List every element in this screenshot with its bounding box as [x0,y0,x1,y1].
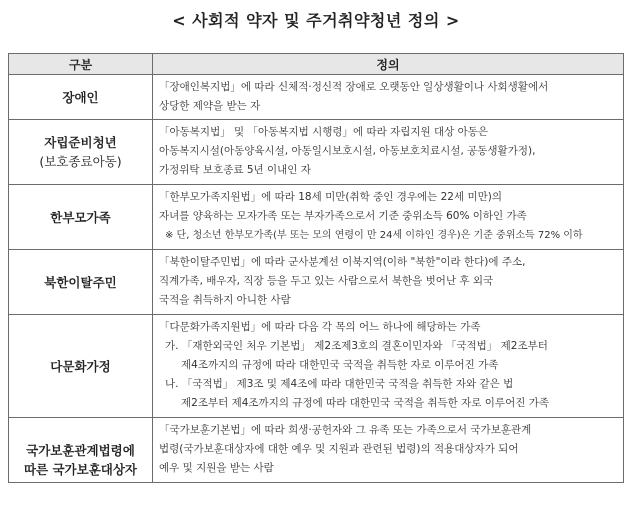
definition-line: 아동복지시설(아동양육시설, 아동일시보호시설, 아동보호치료시설, 공동생활가정), [159,145,536,157]
category-cell [9,250,153,315]
definition-line: 가정위탁 보호종료 5년 이내인 자 [159,164,311,176]
definition-line: 「북한이탈주민법」에 따라 군사분계선 이북지역(이하 "북한"이라 한다)에 주소, [159,256,526,268]
definition-line: 「아동복지법」 및 「아동복지법 시행령」에 따라 자립지원 대상 아동은 [159,126,489,138]
definition-cell [153,75,624,120]
category-cell [9,185,153,250]
definition-line: 국적을 취득하지 아니한 사람 [159,294,291,306]
header-definition: 정의 [153,54,624,75]
category-label: 다문화가정 [50,358,111,374]
definition-line: 예우 및 지원을 받는 사람 [159,462,274,474]
table-row [9,120,624,185]
definition-item-line: 제4조까지의 규정에 따라 대한민국 국적을 취득한 자로 이루어진 가족 [181,359,499,371]
category-label: 북한이탈주민 [44,274,117,290]
definition-item-line: 가. 「재한외국인 처우 기본법」 제2조제3호의 결혼이민자와 「국적법」 제2조부터 [165,340,548,352]
definition-table [8,53,624,483]
table-row [9,75,624,120]
table-row [9,250,624,315]
category-cell [9,315,153,418]
definition-line: 직계가족, 배우자, 직장 등을 두고 있는 사람으로서 북한을 벗어난 후 외국 [159,275,494,287]
definition-cell [153,250,624,315]
definition-line: 법령(국가보훈대상자에 대한 예우 및 지원과 관련된 법령)의 적용대상자가 되어 [159,443,519,455]
table-row [9,315,624,418]
category-label: 자립준비청년 [44,135,117,150]
definition-cell [153,120,624,185]
page-title: < 사회적 약자 및 주거취약청년 정의 > [172,11,460,30]
table-header-row [9,54,624,75]
definition-cell [153,418,624,483]
table-row [9,418,624,483]
category-label: 한부모가족 [50,209,111,225]
definition-note: ※ 단, 청소년 한부모가족(부 또는 모의 연령이 만 24세 이하인 경우)은 기준 중위소득 72% 이하 [165,230,583,241]
definition-line: 자녀를 양육하는 모자가족 또는 부자가족으로서 기준 중위소득 60% 이하인 가족 [159,210,527,222]
header-category: 구분 [9,54,153,75]
definition-line: 「장애인복지법」에 따라 신체적·정신적 장애로 오랫동안 일상생활이나 사회생활에서 [159,81,549,93]
table-row [9,185,624,250]
category-label: 장애인 [62,89,99,105]
category-cell [9,418,153,483]
definition-item-line: 나. 「국적법」 제3조 및 제4조에 따라 대한민국 국적을 취득한 자와 같은 법 [165,378,514,390]
definition-line: 「국가보훈기본법」에 따라 희생·공헌자와 그 유족 또는 가족으로서 국가보훈관계 [159,424,532,436]
category-cell [9,120,153,185]
definition-item-line: 제2조부터 제4조까지의 규정에 따라 대한민국 국적을 취득한 자로 이루어진 가족 [181,397,549,409]
category-cell [9,75,153,120]
definition-cell [153,185,624,250]
definition-line: 「다문화가족지원법」에 따라 다음 각 목의 어느 하나에 해당하는 가족 [159,321,481,333]
definition-line: 상당한 제약을 받는 자 [159,100,261,112]
definition-line: 「한부모가족지원법」에 따라 18세 미만(취학 중인 경우에는 22세 미만)의 [159,191,502,203]
definition-cell [153,315,624,418]
category-sublabel: (보호종료아동) [39,154,122,169]
category-label: 국가보훈관계법령에 따른 국가보훈대상자 [23,442,138,477]
